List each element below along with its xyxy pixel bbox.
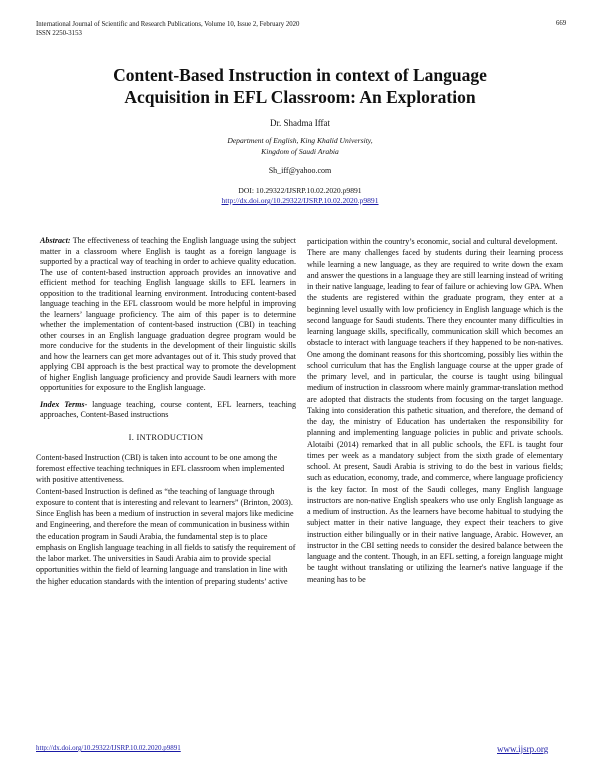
journal-name: International Journal of Scientific and Research Publications, Volume 10, Issue 2, February 2020 (36, 21, 300, 28)
footer-doi-link[interactable]: http://dx.doi.org/10.29322/IJSRP.10.02.2020.p9891 (36, 744, 181, 752)
section-heading-introduction: I. INTRODUCTION (128, 432, 204, 442)
left-column (36, 236, 296, 587)
affiliation-line-2: Kingdom of Saudi Arabia (261, 146, 339, 156)
abstract-text: The effectiveness of teaching the English language using the subject matter in a classroom where English is taught as a foreign language is supported by a practical way of teaching in order to achieve quality education. The use of content-based instruction approach provides an innovative and efficient method for teaching English language skills to EFL learners in opposition to the traditional learning environment. Introducing content-based language teaching in the EFL classroom would be more helpful in improving the learners’ language proficiency. The aim of this paper is to determine whether the implementation of content-based instruction (CBI) in teaching other courses in an English language graduation degree program would be more conducive for the students in the development of their linguistic skills and how the learners can get more advantages out of it. This study proved that applying CBI approach is the best practical way to promote the development of higher English language proficiency and provide Saudi learners with more opportunities for exposure to the English language. (40, 236, 296, 392)
index-terms-text: - language teaching, course content, EFL learners, teaching approaches, Content-Based instructions (40, 399, 296, 419)
issn: ISSN 2250-3153 (36, 30, 82, 37)
author-name: Dr. Shadma Iffat (269, 118, 331, 128)
title-line-2: Acquisition in EFL Classroom: An Exploration (124, 87, 476, 107)
intro-paragraph-3: Since English has been a medium of instruction in several majors like medicine and Engineering, and therefore the mean of communication in business within the education program in Saudi Arabia, the fundamental step is to place emphasis on English language teaching in all fields to satisfy the requirement of the labor market. The universities in Saudi Arabia aim to provide special opportunities within the field of learning language and translation in line with the higher education standards with the intention of preparing students’ active (36, 509, 296, 586)
affiliation-line-1: Department of English, King Khalid University, (227, 136, 373, 145)
title-line-1: Content-Based Instruction in context of Language (113, 65, 487, 85)
footer-site-link[interactable]: www.ijsrp.org (497, 744, 549, 754)
right-paragraph-1: participation within the country’s economic, social and cultural development. (307, 237, 558, 246)
doi-text: DOI: 10.29322/IJSRP.10.02.2020.p9891 (238, 186, 362, 195)
right-paragraph-2: There are many challenges faced by students during their learning process while learning a new language, as they are required to write down the exam and answer the questions in a language they are still learning instead of writing in their native language, leading to fear of failure or achieving low GPA. When the students are registered within the graduate program, they enter at a beginning level usually with low proficiency in English language which is the second language for Saudi students. There they encounter many difficulties in learning language skills, specifically, communication skill which becomes an obstacle to interact with language teachers if they happened to be non-natives. One among the dominant reasons for this shortcoming, possibly lies within the school curriculum that has the English language course at the upper grade of the primary level, and in particular, the course is taught using bilingual medium of instruction in classroom where mainly grammar-translation method are adopted that distracts the students from focusing on the target language. Taking into consideration this pathetic situation, and therefore, the demand of the day, the ministry of Education has undertaken the responsibility for planning and implementing language policies in public and private schools. Alotaibi (2014) remarked that in all public schools, the EFL is taught four times per week as a mandatory subject from the sixth grade of elementary school. At present, Saudi Arabia is striving to do the best in various fields; such as education, economy, trade, and commerce, where language proficiency is the key factor. In most of the Saudi colleges, many English language instructors are non-native English speakers who use only English language as a medium of instruction. As the learners have become habitual to studying the subject matter in their native language, they expect their teachers to give instruction either bilingually or in their native language, Arabic. However, an instructor in the CBI setting needs to consider the desired balance between the language and the content. Though, in an EFL setting, a foreign language might be taught without translating or utilizing the learner's native language if the meaning has to be (307, 248, 564, 584)
intro-paragraph-1: Content-based Instruction (CBI) is taken into account to be one among the foremost effective teaching techniques in EFL classroom when implemented with positive attentiveness. (36, 452, 285, 485)
paper-title (40, 64, 560, 108)
journal-header (36, 20, 299, 38)
doi-link[interactable]: http://dx.doi.org/10.29322/IJSRP.10.02.2020.p9891 (221, 196, 379, 205)
author-email: Sh_iff@yahoo.com (268, 166, 332, 175)
affiliation (60, 136, 540, 157)
intro-paragraph-2: Content-based Instruction is defined as “the teaching of language through exposure to content that is interesting and relevant to learners” (Brinton, 2003). (36, 486, 293, 507)
doi-block (60, 186, 540, 206)
page-number: 669 (556, 20, 567, 27)
right-column (307, 236, 563, 585)
index-terms-label: Index Terms (40, 399, 85, 409)
index-terms (40, 400, 296, 421)
abstract-label: Abstract: (40, 236, 71, 245)
abstract (40, 236, 296, 394)
